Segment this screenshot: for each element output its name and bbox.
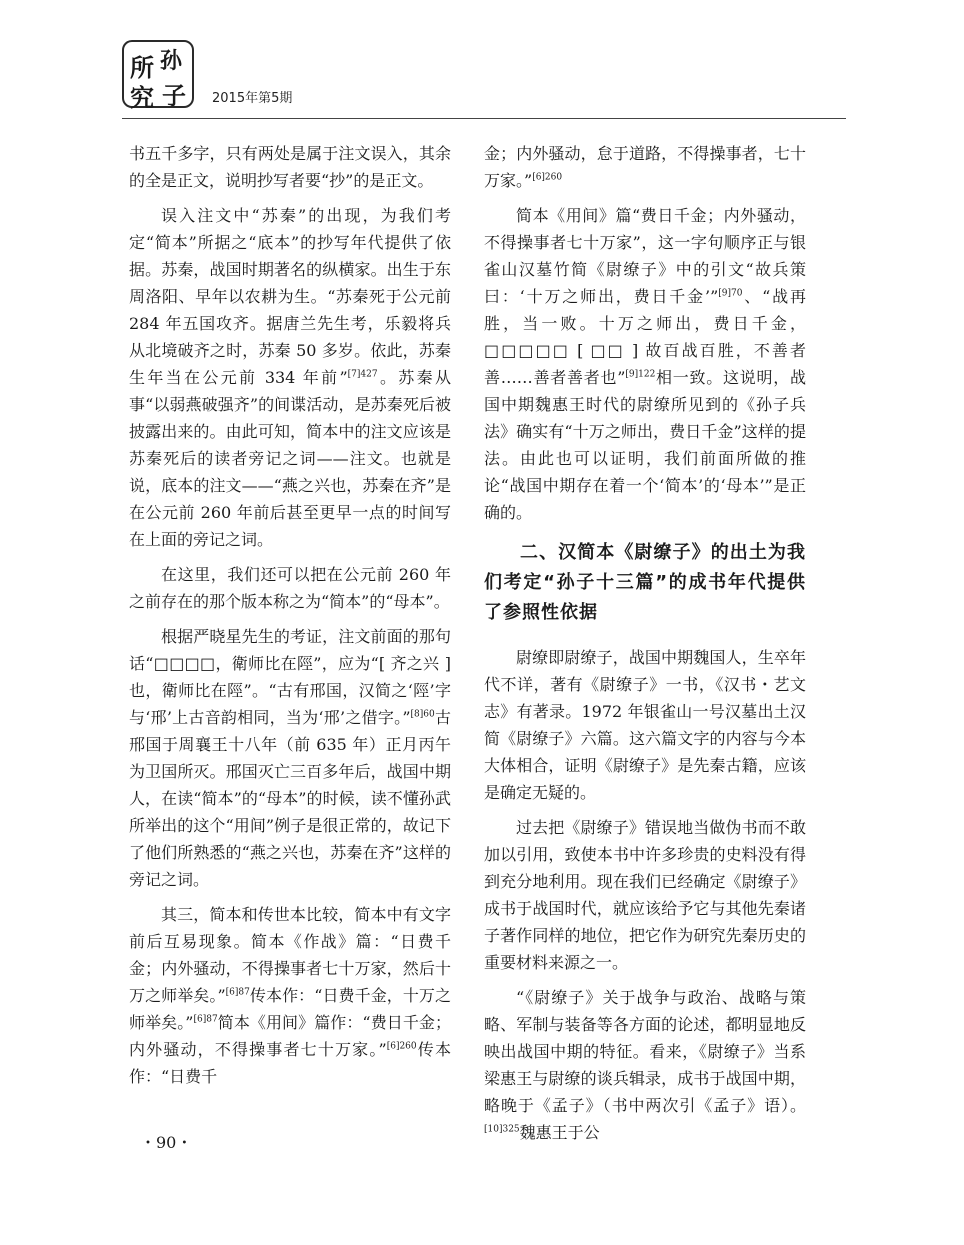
paragraph [484,814,806,976]
text: 传本作：“日费千 [129,1040,451,1086]
text: 金；内外骚动，怠于道路，不得操事者，七十万家。” [484,144,806,190]
text: 在这里，我们还可以把在公元前 260 年之前存在的那个版本称之为“简本”的“母本”。 [129,565,451,611]
text: “《尉缭子》关于战争与政治、战略与策略、军制与装备等各方面的论述，都明显地反映出战国中期的特征。看来，《尉缭子》当系梁惠王与尉缭的谈兵辑录，成书于战国中期，略晚于《孟子》（书中两次引《孟子》语）。 [484,988,806,1115]
journal-logo [122,40,194,112]
paragraph [484,202,806,526]
paragraph [129,561,451,615]
text: 其三，简本和传世本比较，简本中有文字前后互易现象。简本《作战》篇：“日费千金；内外骚动，不得操事者七十万家，然后十万之师举矣。” [129,905,451,1005]
text: 相一致。这说明，战国中期魏惠王时代的尉缭所见到的《孙子兵法》确实有“十万之师出，费日千金”这样的提法。由此也可以证明，我们前面所做的推论“战国中期存在着一个‘简本’的‘母本’”是正确的。 [484,368,806,522]
citation: [6]260 [386,1041,417,1052]
text: 魏惠王于公 [519,1123,600,1142]
citation: [6]87 [193,1014,218,1025]
logo-char-3: 究 [130,83,154,112]
paragraph [484,140,806,194]
paragraph [484,984,806,1146]
citation: [8]60 [410,709,435,720]
text: 简本《用间》篇“费日千金；内外骚动，不得操事者七十万家”，这一字句顺序正与银雀山汉墓竹简《尉缭子》中的引文“故兵策曰：‘十万之师出，费日千金’” [484,206,806,306]
text: 、“战再胜，当一败。十万之师出，费日千金，□□□□□ [ □□ ] 故百战百胜，不善者善……善者善者也” [484,287,806,387]
citation: [7]427 [347,369,378,380]
paragraph [129,623,451,893]
logo-char-4: 子 [162,81,186,110]
text: 传本作：“日费千金，十万之师举矣。” [129,986,451,1032]
paragraph [484,644,806,806]
text: 尉缭即尉缭子，战国中期魏国人，生卒年代不详，著有《尉缭子》一书，《汉书・艺文志》有著录。1972 年银雀山一号汉墓出土汉简《尉缭子》六篇。这六篇文字的内容与今本大体相合，证明《尉缭子》是先秦古籍，应该是确定无疑的。 [484,648,806,802]
logo-char-2: 孙 [160,48,183,74]
text: 过去把《尉缭子》错误地当做伪书而不敢加以引用，致使本书中许多珍贵的史料没有得到充分地利用。现在我们已经确定《尉缭子》成书于战国时代，就应该给予它与其他先秦诸子著作同样的地位，把它作为研究先秦历史的重要材料来源之一。 [484,818,806,972]
text: 古邢国于周襄王十八年（前 635 年）正月丙午为卫国所灭。邢国灭亡三百多年后，战国中期人，在读“简本”的“母本”的时候，读不懂孙武所举出的这个“用间”例子是很正常的，故记下了他们所熟悉的“燕之兴也，苏秦在齐”这样的旁记之词。 [129,708,451,889]
citation: [9]70 [718,288,743,299]
header-divider [122,118,846,119]
citation: [6]260 [532,172,563,183]
citation: [6]87 [225,987,250,998]
page-number: ・90・ [140,1133,193,1152]
text: 书五千多字，只有两处是属于注文误入，其余的全是正文，说明抄写者要“抄”的是正文。 [129,144,451,190]
left-column [129,140,451,1098]
paragraph [129,901,451,1090]
logo-char-1: 所 [130,53,154,82]
text: 误入注文中“苏秦”的出现，为我们考定“简本”所据之“底本”的抄写年代提供了依据。苏秦，战国时期著名的纵横家。出生于东周洛阳、早年以农耕为生。“苏秦死于公元前 284 年五国攻齐。据唐兰先生考，乐毅将兵从北境破齐之时，苏秦 50 多岁。依此，苏秦生年当在公元前 334 年前” [129,206,451,387]
paragraph [129,202,451,553]
citation: [10]325 [484,1124,520,1135]
section-heading: 二、汉简本《尉缭子》的出土为我们考定“孙子十三篇”的成书年代提供了参照性依据 [484,542,806,623]
right-column [484,140,806,1154]
issue-label: 2015年第5期 [212,91,293,106]
text: 根据严晓星先生的考证，注文前面的那句话“□□□□，衛师比在陘”，应为“[ 齐之兴 ] 也，衛师比在陘”。“古有邢国，汉简之‘陘’字与‘邢’上古音韵相同，当为‘邢’之借字。” [129,627,451,727]
text: 简本《用间》篇作：“费日千金；内外骚动，不得操事者七十万家。” [129,1013,451,1059]
text: 。苏秦从事“以弱燕破强齐”的间谍活动，是苏秦死后被披露出来的。由此可知，简本中的注文应该是苏秦死后的读者旁记之词——注文。也就是说，底本的注文——“燕之兴也，苏秦在齐”是在公元前 260 年前后甚至更早一点的时间写在上面的旁记之词。 [129,368,451,549]
paragraph [129,140,451,194]
citation: [9]122 [625,369,656,380]
